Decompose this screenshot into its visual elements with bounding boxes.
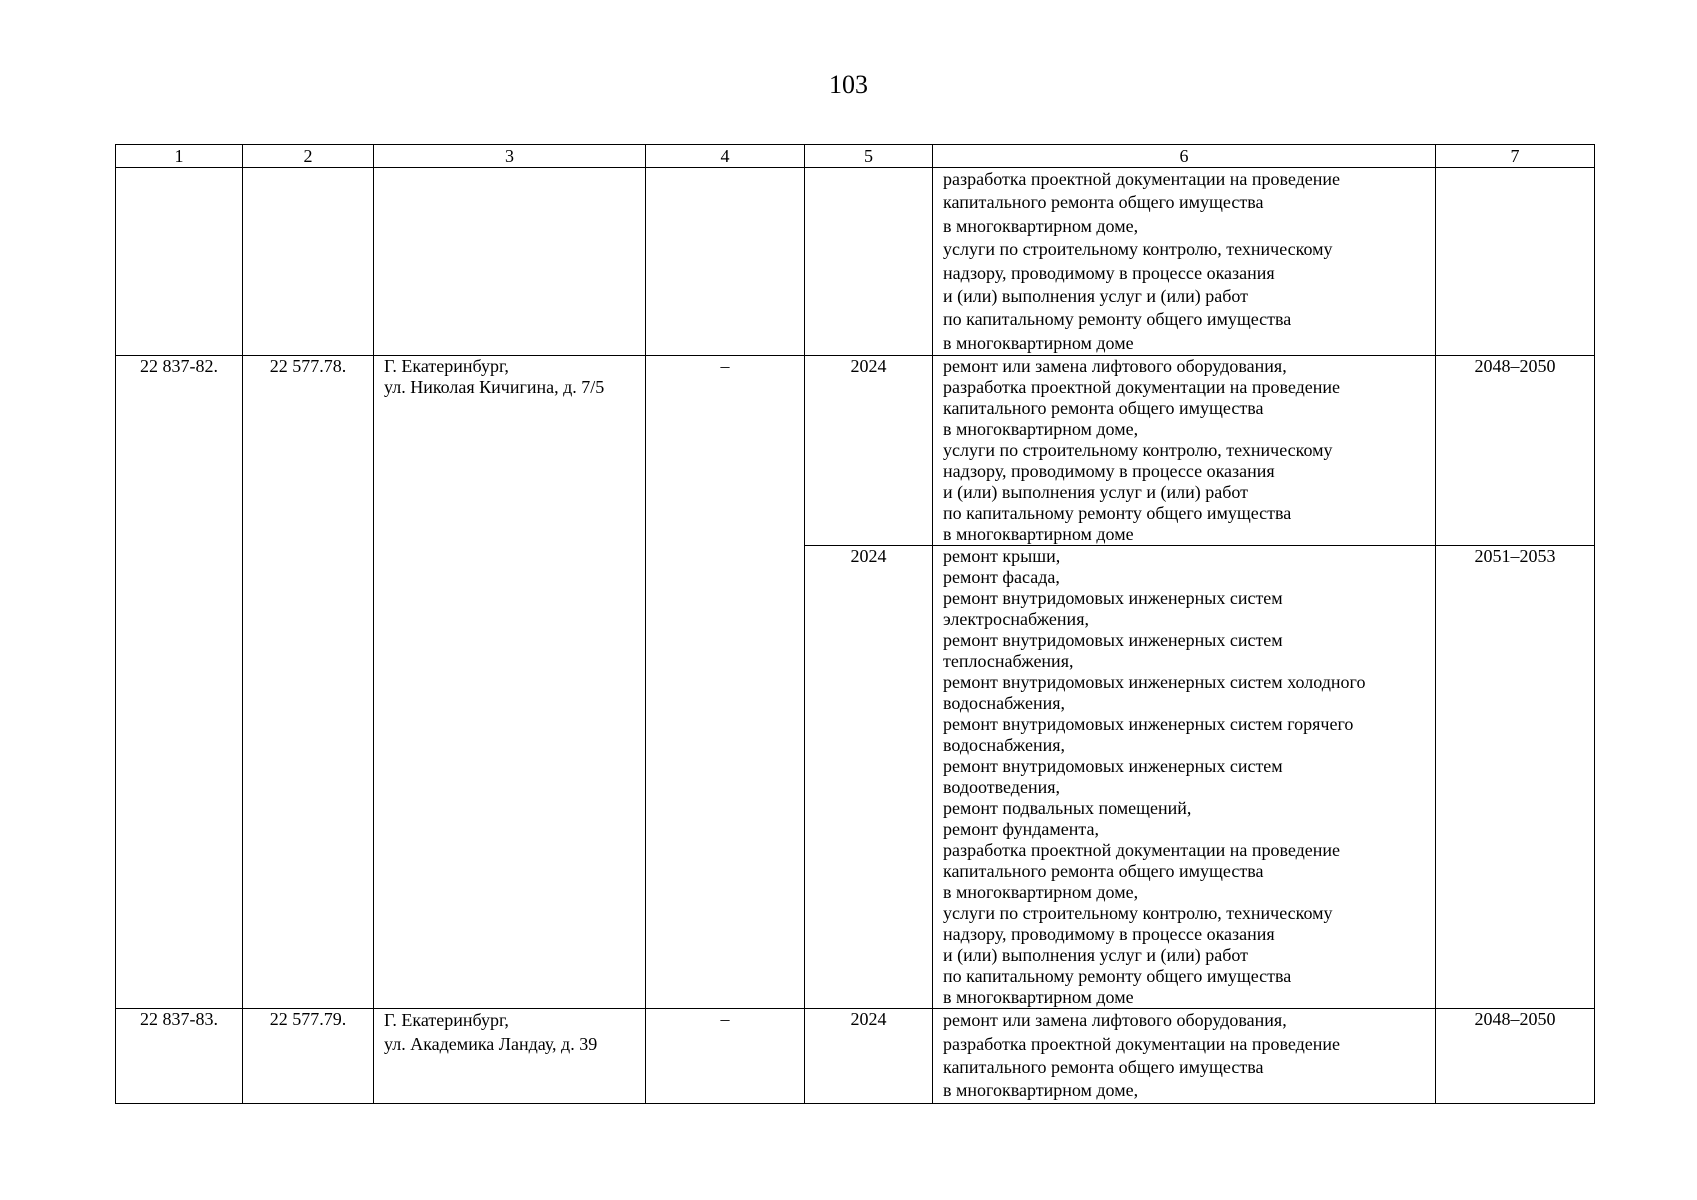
work-line: в многоквартирном доме <box>943 524 1134 545</box>
period-cell: 2048–2050 <box>1436 1009 1595 1104</box>
address-city: Г. Екатеринбург, <box>384 356 509 377</box>
work-line: услуги по строительному контролю, техническому <box>943 239 1333 260</box>
work-line: капитального ремонта общего имущества <box>943 192 1264 213</box>
cell-empty <box>243 168 374 356</box>
work-line: теплоснабжения, <box>943 651 1074 672</box>
work-line: капитального ремонта общего имущества <box>943 398 1264 419</box>
works-cell <box>933 168 1436 356</box>
year-cell: 2024 <box>805 546 933 1009</box>
work-line: разработка проектной документации на проведение <box>943 840 1341 861</box>
works-cell <box>933 1009 1436 1104</box>
repair-schedule-table <box>115 144 1595 1104</box>
work-line: ремонт фасада, <box>943 567 1060 588</box>
work-line: ремонт подвальных помещений, <box>943 798 1192 819</box>
work-line: ремонт внутридомовых инженерных систем горячего <box>943 714 1354 735</box>
year-cell: 2024 <box>805 356 933 546</box>
work-line: и (или) выполнения услуг и (или) работ <box>943 286 1249 307</box>
table-row-continuation <box>116 168 1595 356</box>
work-line: в многоквартирном доме, <box>943 215 1139 236</box>
work-line: водоснабжения, <box>943 693 1066 714</box>
register-number: 22 577.78. <box>243 356 374 1009</box>
work-line: в многоквартирном доме <box>943 332 1134 353</box>
work-line: по капитальному ремонту общего имущества <box>943 309 1292 330</box>
work-line: ремонт фундамента, <box>943 819 1099 840</box>
work-line: ремонт крыши, <box>943 546 1061 567</box>
work-line: услуги по строительному контролю, техническому <box>943 440 1333 461</box>
work-line: разработка проектной документации на проведение <box>943 1033 1341 1054</box>
work-line: в многоквартирном доме, <box>943 419 1139 440</box>
header-col-3: 3 <box>374 145 646 168</box>
address-street: ул. Николая Кичигина, д. 7/5 <box>384 377 605 398</box>
row-number: 22 837-83. <box>116 1009 243 1104</box>
cell-empty <box>374 168 646 356</box>
page-number: 103 <box>829 70 868 99</box>
works-cell <box>933 546 1436 1009</box>
work-line: надзору, проводимому в процессе оказания <box>943 461 1275 482</box>
work-line: капитального ремонта общего имущества <box>943 861 1264 882</box>
work-line: по капитальному ремонту общего имущества <box>943 503 1292 524</box>
work-line: в многоквартирном доме <box>943 987 1134 1008</box>
work-line: разработка проектной документации на проведение <box>943 169 1341 189</box>
address-city: Г. Екатеринбург, <box>384 1010 509 1031</box>
work-line: в многоквартирном доме, <box>943 1080 1139 1101</box>
work-line: ремонт или замена лифтового оборудования, <box>943 356 1287 377</box>
register-number: 22 577.79. <box>243 1009 374 1104</box>
address-street: ул. Академика Ландау, д. 39 <box>384 1033 598 1054</box>
header-col-5: 5 <box>805 145 933 168</box>
work-line: водоотведения, <box>943 777 1060 798</box>
header-col-7: 7 <box>1436 145 1595 168</box>
works-cell <box>933 356 1436 546</box>
work-line: водоснабжения, <box>943 735 1066 756</box>
cell-empty <box>805 168 933 356</box>
period-cell: 2051–2053 <box>1436 546 1595 1009</box>
cell-empty <box>1436 168 1595 356</box>
header-col-4: 4 <box>646 145 805 168</box>
table-row <box>116 1009 1595 1104</box>
year-cell: 2024 <box>805 1009 933 1104</box>
work-line: электроснабжения, <box>943 609 1089 630</box>
header-col-2: 2 <box>243 145 374 168</box>
cell-empty <box>116 168 243 356</box>
work-line: надзору, проводимому в процессе оказания <box>943 262 1275 283</box>
work-line: и (или) выполнения услуг и (или) работ <box>943 945 1249 966</box>
work-line: ремонт внутридомовых инженерных систем <box>943 630 1283 651</box>
work-line: ремонт или замена лифтового оборудования, <box>943 1010 1287 1031</box>
header-col-6: 6 <box>933 145 1436 168</box>
address-cell <box>374 1009 646 1104</box>
work-line: надзору, проводимому в процессе оказания <box>943 924 1275 945</box>
col4-cell: – <box>646 1009 805 1104</box>
header-row <box>116 145 1595 168</box>
cell-empty <box>646 168 805 356</box>
work-line: в многоквартирном доме, <box>943 882 1139 903</box>
work-line: разработка проектной документации на проведение <box>943 377 1341 398</box>
table-row <box>116 356 1595 546</box>
work-line: капитального ремонта общего имущества <box>943 1057 1264 1078</box>
address-cell <box>374 356 646 1009</box>
work-line: ремонт внутридомовых инженерных систем <box>943 756 1283 777</box>
period-cell: 2048–2050 <box>1436 356 1595 546</box>
col4-cell: – <box>646 356 805 1009</box>
work-line: по капитальному ремонту общего имущества <box>943 966 1292 987</box>
work-line: и (или) выполнения услуг и (или) работ <box>943 482 1249 503</box>
row-number: 22 837-82. <box>116 356 243 1009</box>
work-line: услуги по строительному контролю, техническому <box>943 903 1333 924</box>
work-line: ремонт внутридомовых инженерных систем <box>943 588 1283 609</box>
work-line: ремонт внутридомовых инженерных систем холодного <box>943 672 1366 693</box>
header-col-1: 1 <box>116 145 243 168</box>
